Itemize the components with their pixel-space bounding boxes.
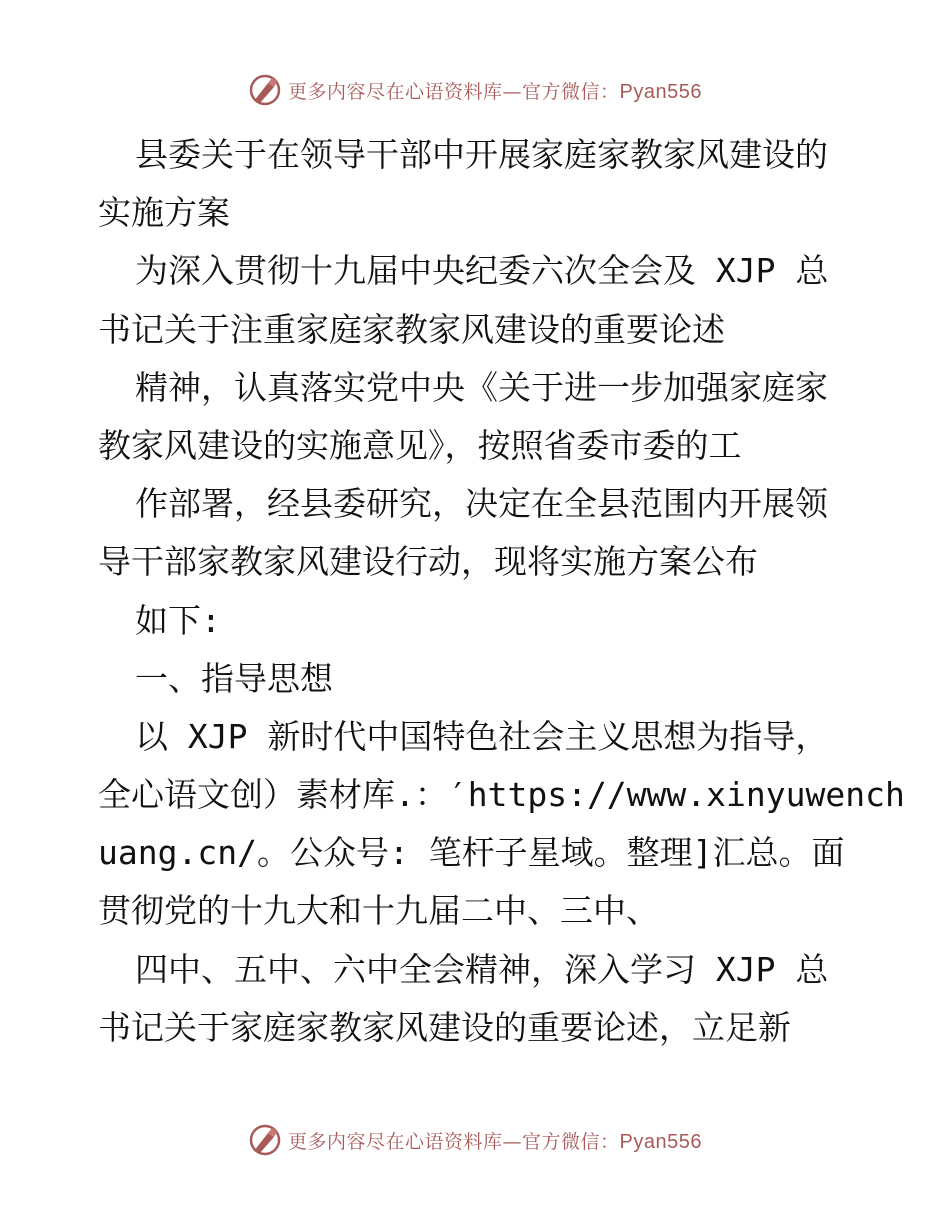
document-body: [98, 126, 905, 1057]
watermark-label: 更多内容尽在心语资料库—官方微信：: [288, 80, 620, 103]
pen-circle-icon: [248, 73, 282, 107]
pen-circle-icon: [248, 1123, 282, 1157]
text-line: 书记关于家庭家教家风建设的重要论述，立足新: [98, 1007, 791, 1047]
header-watermark: [0, 70, 950, 110]
text-line: 为深入贯彻十九届中央纪委六次全会及 XJP 总: [135, 251, 829, 291]
text-line: 作部署，经县委研究，决定在全县范围内开展领: [135, 484, 828, 524]
footer-watermark: [0, 1120, 950, 1160]
text-line: 贯彻党的十九大和十九届二中、三中、: [98, 891, 659, 931]
watermark-handle: Pyan556: [619, 80, 702, 103]
watermark-text: [288, 1127, 702, 1154]
text-line: 县委关于在领导干部中开展家庭家教家风建设的: [135, 135, 828, 174]
text-line: uang.cn/。公众号: 笔杆子星域。整理]汇总。面: [98, 833, 845, 873]
text-line: 书记关于注重家庭家教家风建设的重要论述: [98, 309, 725, 349]
text-line: 教家风建设的实施意见》，按照省委市委的工: [98, 425, 742, 465]
text-line: 以 XJP 新时代中国特色社会主义思想为指导，: [135, 716, 829, 756]
watermark-label: 更多内容尽在心语资料库—官方微信：: [288, 1130, 620, 1153]
text-line: 实施方案: [98, 193, 230, 233]
text-line: 精神，认真落实党中央《关于进一步加强家庭家: [135, 367, 828, 407]
text-line: 如下:: [135, 600, 221, 640]
text-line: 导干部家教家风建设行动，现将实施方案公布: [98, 542, 758, 582]
watermark-handle: Pyan556: [619, 1130, 702, 1153]
text-line: 全心语文创）素材库.：′https://www.xinyuwench: [98, 775, 905, 815]
text-line: 一、指导思想: [135, 658, 333, 698]
watermark-text: [288, 77, 702, 104]
text-line: 四中、五中、六中全会精神，深入学习 XJP 总: [135, 949, 829, 989]
